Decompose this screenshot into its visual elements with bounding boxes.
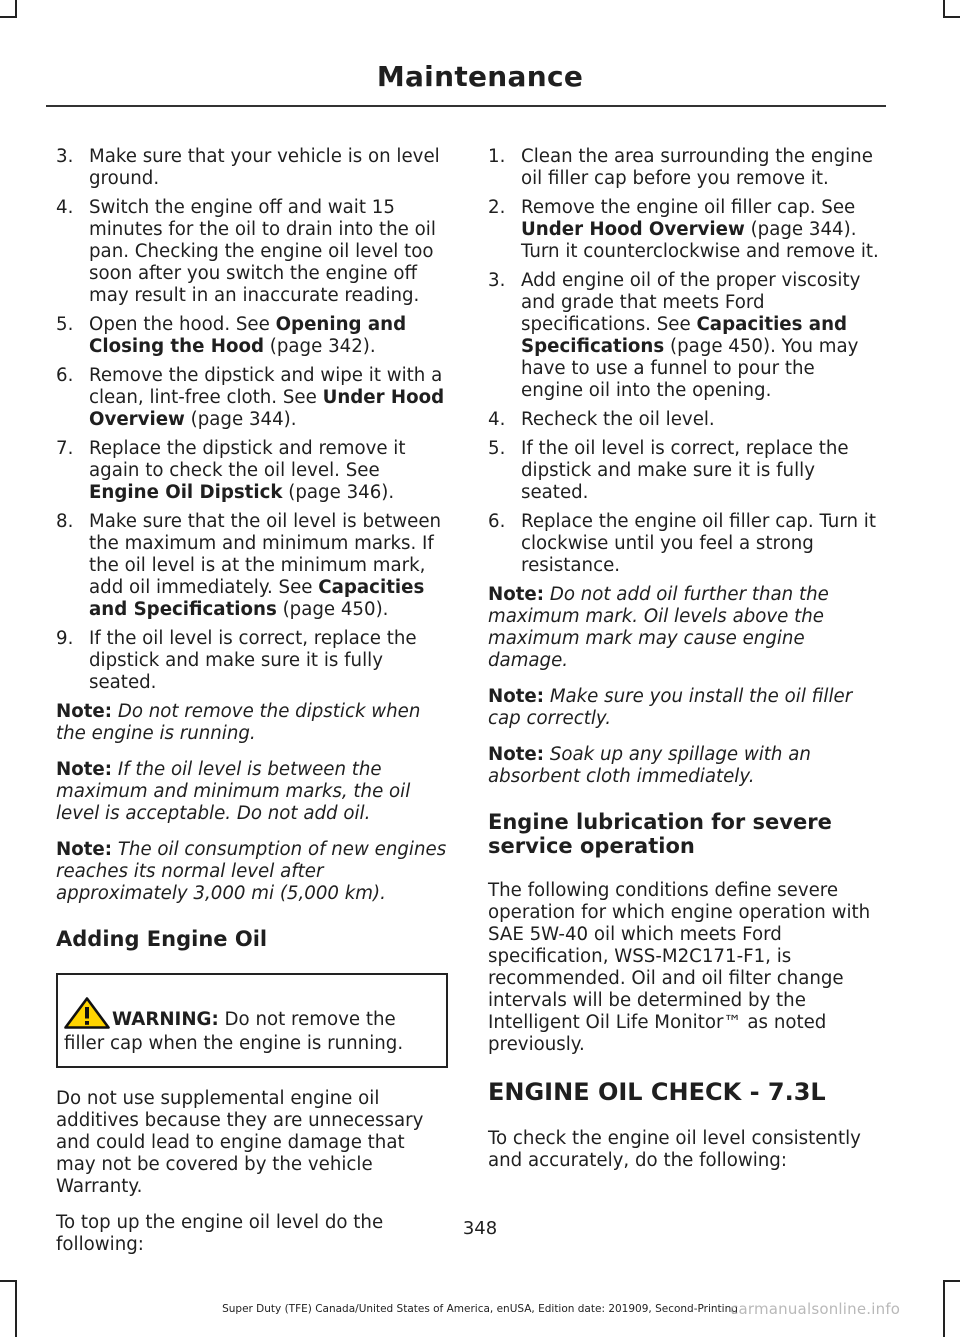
note-label: Note:	[488, 686, 545, 707]
left-column	[56, 146, 448, 1256]
crop-mark-bottom-right-h	[943, 1280, 960, 1282]
step-number: 6.	[56, 365, 74, 386]
note-max-mark	[488, 584, 880, 672]
note-label: Note:	[488, 584, 545, 605]
cross-reference: Capacities and Specifications	[89, 577, 425, 620]
cross-reference: Capacities and Specifications	[521, 314, 848, 357]
section-heading-oil-check-73l: ENGINE OIL CHECK - 7.3L	[488, 1078, 826, 1106]
step-number: 5.	[56, 314, 74, 335]
step-text: Clean the area surrounding the engine oil filler cap before you remove it.	[521, 146, 873, 189]
paragraph-severe-service: The following conditions define severe operation for which engine operation with SAE 5W-40 oil which meets Ford specification, WSS-M2C171-F1, is recommended. Oil and oil filter change intervals will be determined by the Intelligent Oil Life Monitor™ as noted previously.	[488, 880, 871, 1055]
step-text: Remove the dipstick and wipe it with a clean, lint-free cloth. See	[89, 365, 443, 408]
warning-box	[56, 973, 448, 1068]
dipstick-check-steps	[56, 146, 448, 694]
list-item	[488, 511, 880, 577]
paragraph-top-up-intro: To top up the engine oil level do the following:	[56, 1212, 384, 1255]
note-label: Note:	[56, 759, 113, 780]
step-text: Open the hood. See	[89, 314, 276, 335]
step-number: 2.	[488, 197, 506, 218]
step-number: 1.	[488, 146, 506, 167]
step-text: (page 450). You may have to use a funnel to pour the engine oil into the opening.	[521, 336, 859, 401]
step-text: (page 344). Turn it counterclockwise and remove it.	[521, 219, 879, 262]
crop-mark-top-right-h	[943, 16, 960, 18]
note-spillage	[488, 744, 880, 788]
step-number: 5.	[488, 438, 506, 459]
step-number: 7.	[56, 438, 74, 459]
footer-edition-info: Super Duty (TFE) Canada/United States of America, enUSA, Edition date: 201909, Second-Printing	[222, 1303, 738, 1315]
step-text: (page 342).	[263, 336, 376, 357]
step-text: If the oil level is correct, replace the dipstick and make sure it is fully seated.	[521, 438, 849, 503]
note-filler-cap	[488, 686, 880, 730]
list-item	[56, 628, 448, 694]
cross-reference: Under Hood Overview	[521, 219, 745, 240]
section-heading-adding-engine-oil: Adding Engine Oil	[56, 927, 268, 951]
step-number: 6.	[488, 511, 506, 532]
step-number: 3.	[56, 146, 74, 167]
header-divider	[46, 105, 886, 107]
list-item	[488, 409, 880, 431]
step-text: Make sure that your vehicle is on level ground.	[89, 146, 440, 189]
note-label: Note:	[56, 701, 113, 722]
cross-reference: Engine Oil Dipstick	[89, 482, 283, 503]
list-item	[488, 438, 880, 504]
step-text: If the oil level is correct, replace the dipstick and make sure it is fully seated.	[89, 628, 417, 693]
step-number: 8.	[56, 511, 74, 532]
warning-body: Do not remove the filler cap when the engine is running.	[64, 1009, 404, 1054]
note-oil-level-acceptable	[56, 759, 448, 825]
note-label: Note:	[488, 744, 545, 765]
warning-label: WARNING:	[112, 1009, 219, 1030]
step-text: Switch the engine off and wait 15 minutes for the oil to drain into the oil pan. Checking the engine oil level too soon after you switch the engine off may result in an inaccurate reading.	[89, 197, 436, 306]
section-heading-severe-service: Engine lubrication for severe service operation	[488, 810, 832, 858]
step-text: Make sure that the oil level is between the maximum and minimum marks. If the oil level is at the minimum mark, add oil immediately. See	[89, 511, 442, 598]
right-column	[488, 146, 880, 1172]
crop-mark-top-left-h	[0, 16, 17, 18]
list-item	[56, 511, 448, 621]
crop-mark-bottom-left-h	[0, 1280, 17, 1282]
list-item	[56, 438, 448, 504]
note-oil-consumption	[56, 839, 448, 905]
step-number: 4.	[56, 197, 74, 218]
step-text: Add engine oil of the proper viscosity and grade that meets Ford specifications. See	[521, 270, 861, 335]
list-item	[56, 197, 448, 307]
cross-reference: Opening and Closing the Hood	[89, 314, 407, 357]
step-number: 4.	[488, 409, 506, 430]
top-up-steps	[488, 146, 880, 577]
step-text: (page 450).	[276, 599, 389, 620]
paragraph-oil-additives: Do not use supplemental engine oil additives because they are unnecessary and could lead to engine damage that may not be covered by the vehicle Warranty.	[56, 1088, 424, 1197]
step-text: Replace the dipstick and remove it again to check the oil level. See	[89, 438, 406, 481]
note-text: The oil consumption of new engines reaches its normal level after approximately 3,000 mi (5,000 km).	[56, 839, 447, 904]
list-item	[488, 146, 880, 190]
page-number: 348	[462, 1218, 498, 1239]
note-text: If the oil level is between the maximum and minimum marks, the oil level is acceptable. Do not add oil.	[56, 759, 411, 824]
list-item	[56, 365, 448, 431]
note-text: Do not add oil further than the maximum mark. Oil levels above the maximum mark may cause engine damage.	[488, 584, 829, 671]
warning-text	[64, 997, 438, 1056]
step-text: Recheck the oil level.	[521, 409, 715, 430]
step-text: (page 344).	[184, 409, 297, 430]
note-label: Note:	[56, 839, 113, 860]
page-title: Maintenance	[376, 60, 584, 93]
note-text: Make sure you install the oil filler cap correctly.	[488, 686, 853, 729]
note-dipstick-running	[56, 701, 448, 745]
list-item	[56, 146, 448, 190]
list-item	[488, 270, 880, 402]
step-number: 9.	[56, 628, 74, 649]
paragraph-oil-check-intro: To check the engine oil level consistently and accurately, do the following:	[488, 1128, 861, 1171]
watermark: carmanualsonline.info	[730, 1300, 901, 1318]
note-text: Do not remove the dipstick when the engine is running.	[56, 701, 421, 744]
cross-reference: Under Hood Overview	[89, 387, 445, 430]
step-text: Replace the engine oil filler cap. Turn it clockwise until you feel a strong resistance.	[521, 511, 876, 576]
note-text: Soak up any spillage with an absorbent cloth immediately.	[488, 744, 811, 787]
step-text: Remove the engine oil filler cap. See	[521, 197, 856, 218]
step-number: 3.	[488, 270, 506, 291]
warning-triangle-icon	[64, 997, 110, 1029]
step-text: (page 346).	[282, 482, 395, 503]
list-item	[56, 314, 448, 358]
list-item	[488, 197, 880, 263]
